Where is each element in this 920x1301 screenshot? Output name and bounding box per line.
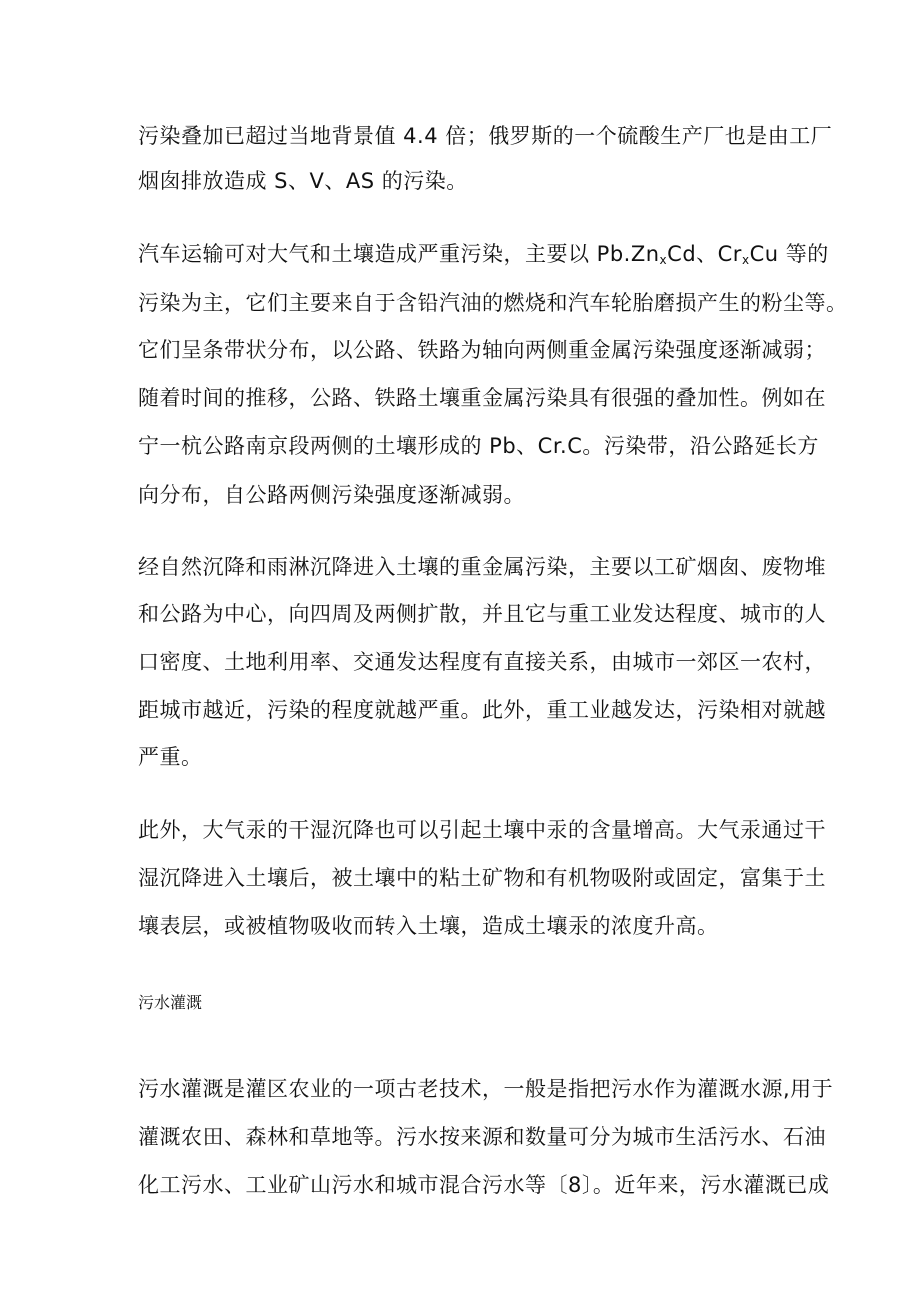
paragraph-4-line-2: 湿沉降进入土壤后，被土壤中的粘土矿物和有机物吸附或固定，富集于土 bbox=[138, 866, 826, 890]
paragraph-3-line-2: 和公路为中心，向四周及两侧扩散，并且它与重工业发达程度、城市的人 bbox=[138, 602, 826, 626]
paragraph-2-line-2: 污染为主，它们主要来自于含铅汽油的燃烧和汽车轮胎磨损产生的粉尘等。 bbox=[138, 291, 848, 315]
section-heading: 污水灌溉 bbox=[138, 993, 203, 1012]
paragraph-3-line-5: 严重。 bbox=[138, 745, 203, 769]
paragraph-2-line-1 bbox=[138, 240, 829, 268]
paragraph-4-line-1: 此外，大气汞的干湿沉降也可以引起土壤中汞的含量增高。大气汞通过干 bbox=[138, 818, 826, 842]
paragraph-5-line-3: 化工污水、工业矿山污水和城市混合污水等〔8〕。近年来，污水灌溉已成 bbox=[138, 1173, 830, 1197]
paragraph-4-line-3: 壤表层，或被植物吸收而转入土壤，造成土壤汞的浓度升高。 bbox=[138, 914, 719, 938]
paragraph-2-line-6: 向分布，自公路两侧污染强度逐渐减弱。 bbox=[138, 483, 525, 507]
paragraph-2-line-5: 宁一杭公路南京段两侧的土壤形成的 Pb、Cr.C。污染带，沿公路延长方 bbox=[138, 434, 819, 458]
paragraph-3-line-1: 经自然沉降和雨淋沉降进入土壤的重金属污染，主要以工矿烟囱、废物堆 bbox=[138, 555, 826, 579]
text-segment: Cd、Cr bbox=[667, 242, 742, 266]
paragraph-3-line-3: 口密度、土地利用率、交通发达程度有直接关系，由城市一郊区一农村， bbox=[138, 650, 826, 674]
paragraph-5-line-1: 污水灌溉是灌区农业的一项古老技术，一般是指把污水作为灌溉水源,用于 bbox=[138, 1077, 834, 1101]
subscript: x bbox=[659, 253, 668, 267]
paragraph-2-line-3: 它们呈条带状分布，以公路、铁路为轴向两侧重金属污染强度逐渐减弱； bbox=[138, 338, 826, 362]
text-segment: Cu 等的 bbox=[749, 242, 829, 266]
subscript: x bbox=[741, 253, 750, 267]
text-segment: 汽车运输可对大气和土壤造成严重污染，主要以 Pb.Zn bbox=[138, 242, 660, 266]
paragraph-3-line-4: 距城市越近，污染的程度就越严重。此外，重工业越发达，污染相对就越 bbox=[138, 698, 826, 722]
paragraph-1-line-2: 烟囱排放造成 S、V、AS 的污染。 bbox=[138, 169, 468, 193]
paragraph-5-line-2: 灌溉农田、森林和草地等。污水按来源和数量可分为城市生活污水、石油 bbox=[138, 1125, 826, 1149]
paragraph-1-line-1: 污染叠加已超过当地背景值 4.4 倍；俄罗斯的一个硫酸生产厂也是由工厂 bbox=[138, 124, 833, 148]
paragraph-2-line-4: 随着时间的推移，公路、铁路土壤重金属污染具有很强的叠加性。例如在 bbox=[138, 386, 826, 410]
